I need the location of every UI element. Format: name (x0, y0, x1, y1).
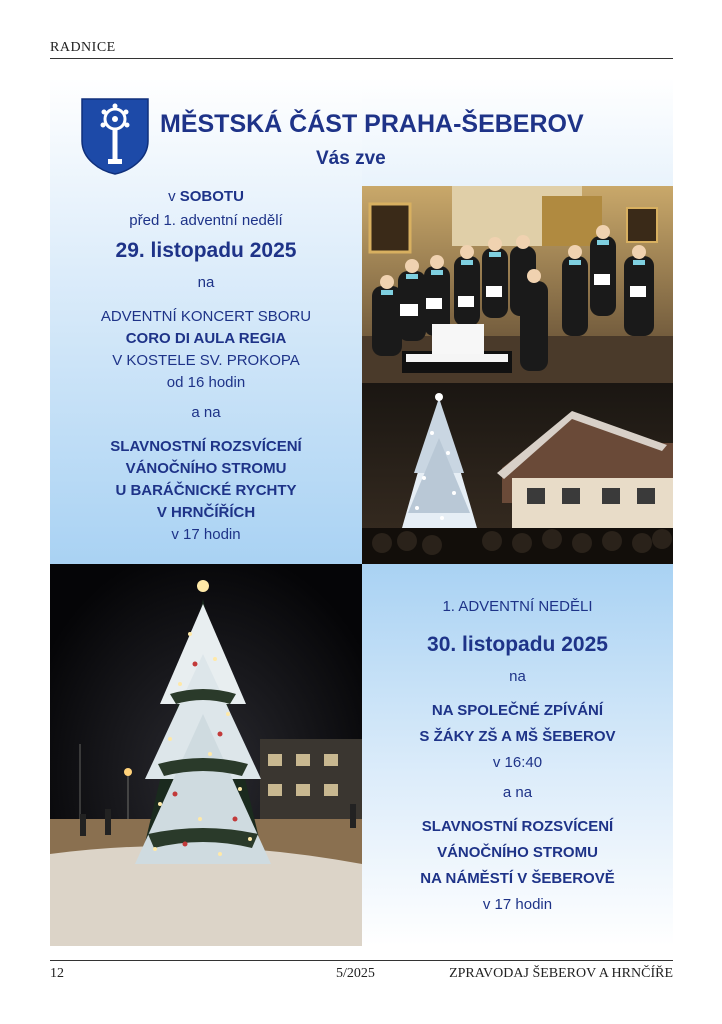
event2-date: 30. listopadu 2025 (427, 633, 608, 656)
invitation-title: MĚSTSKÁ ČÁST PRAHA-ŠEBEROV (160, 110, 584, 138)
event1-and-na: a na (191, 404, 221, 421)
header-divider (50, 58, 673, 59)
event2-lighting-line1: SLAVNOSTNÍ ROZSVÍCENÍ (421, 818, 614, 835)
event1-concert-time: od 16 hodin (166, 374, 246, 391)
event2-lighting-time: v 17 hodin (482, 896, 553, 913)
section-header: RADNICE (50, 40, 116, 55)
event2-details (362, 596, 673, 916)
event2-and-na: a na (502, 784, 533, 801)
event1-concert-line3: V KOSTELE SV. PROKOPA (112, 352, 300, 369)
event1-na: na (197, 274, 215, 291)
event2-singing-line1: NA SPOLEČNÉ ZPÍVÁNÍ (431, 702, 604, 719)
publication-name: ZPRAVODAJ ŠEBEROV A HRNČÍŘE (449, 966, 673, 981)
footer-divider (50, 960, 673, 961)
choir-photo (362, 186, 673, 383)
page-number: 12 (50, 966, 64, 981)
invitation-poster (50, 78, 673, 946)
event1-date: 29. listopadu 2025 (115, 239, 297, 262)
event1-pre-date: před 1. adventní nedělí (129, 212, 283, 229)
square-tree-photo (50, 564, 362, 946)
event2-singing-time: v 16:40 (492, 754, 543, 771)
invitation-subtitle: Vás zve (316, 148, 386, 169)
rychta-tree-photo (362, 383, 673, 564)
event1-concert-line2: CORO DI AULA REGIA (125, 330, 287, 347)
event2-lighting-line3: NA NÁMĚSTÍ V ŠEBEROVĚ (420, 870, 615, 887)
event2-singing-line2: S ŽÁKY ZŠ A MŠ ŠEBEROV (419, 728, 616, 745)
event1-lighting-line2: VÁNOČNÍHO STROMU (125, 460, 287, 477)
event1-lighting-line4: V HRNČÍŘÍCH (156, 504, 256, 521)
event2-pre-date: 1. ADVENTNÍ NEDĚLI (442, 598, 593, 615)
event1-details (50, 186, 362, 546)
event1-day-prefix: v (168, 188, 180, 205)
event1-day: SOBOTU (179, 188, 244, 205)
event2-na: na (509, 668, 526, 685)
event2-lighting-line2: VÁNOČNÍHO STROMU (437, 844, 598, 861)
issue-number: 5/2025 (336, 966, 375, 981)
event1-lighting-time: v 17 hodin (171, 526, 241, 543)
event1-lighting-line1: SLAVNOSTNÍ ROZSVÍCENÍ (110, 438, 302, 455)
event1-lighting-line3: U BARÁČNICKÉ RYCHTY (115, 482, 297, 499)
event1-concert-line1: ADVENTNÍ KONCERT SBORU (100, 308, 312, 325)
coat-of-arms-icon (80, 97, 150, 175)
